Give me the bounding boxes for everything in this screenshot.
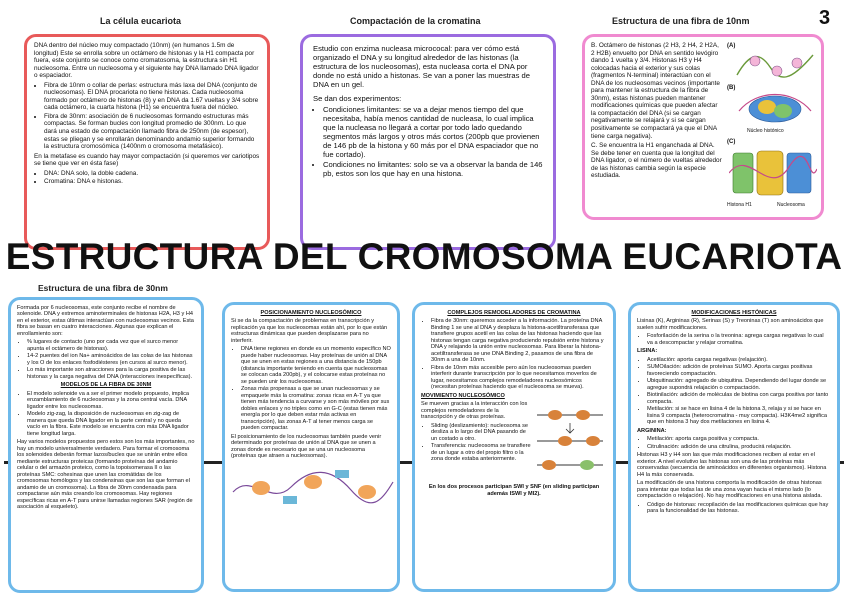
fibra10-p1: B. Octámero de histonas (2 H3, 2 H4, 2 H2A, 2 H2B) envuelto por DNA en sentido levógiro dando 1 vuelta y 3/4. Histonas H3 y H4 colocadas hacia el exterior y sus colas (fragmentos N-terminal) interactúan con el DNA de los nucleosomas vecinos (importante para mantener la estructura de la fibra de 30nm), estas histonas pueden mantener modificaciones químicas que pueden afectar la compactación del DNA (si se cargan negativamente se relajará y si se cargan positivamente se compactará ya que el DNA tiene carga negativa). [591, 42, 720, 140]
modif-ubiquitinacion: • Ubiquitinación: agregado de ubiquitina. Dependiendo del lugar donde se agregue supondrá relajación o compactación. [647, 378, 831, 391]
compact-p2: Se dan dos experimentos: [313, 93, 402, 103]
fibra10-p2: C. Se encuentra la H1 enganchada al DNA. Se debe tener en cuenta que la longitud del DNA ligador, o el número de vueltas alrededor de las histonas cambia según la especie estudiada. [591, 142, 722, 180]
modif-codigo: • Código de histonas: recopilación de las modificaciones químicas que hay para la funcionalidad de las histonas. [647, 502, 831, 515]
nucleosome-movement-diagram [535, 401, 605, 481]
header-compactacion: Compactación de la cromatina [350, 16, 481, 26]
box-celula-eucariota [24, 34, 270, 250]
caption-h1: Histona H1 [727, 202, 752, 208]
posicion-b1: • DNA tiene regiones en donde es un momento específico NO puede haber nucleosomas. Hay proteínas de unión al DNA que se unen en estas regiones a una distancia de 150pb (distancia importante teniendo en cuenta que nucleosomas se colocan cada 200pb), y el colocarse estas proteínas no se pueden unir los nucleosomas. [241, 346, 391, 385]
celula-metafase: En la metafase es cuando hay mayor compactación (si queremos ver cariotipos se tiene que ver en ésta fase) [34, 152, 260, 168]
modif-title: MODIFICACIONES HISTÓNICAS [691, 310, 777, 316]
posicion-b2: • Zonas más propensas a que se unan nucleosomas y se empaquete más la cromatina: zonas ricas en A-T ya que tienen más tendencia a curvarse y son más móviles por sus dobles enlaces y no triples como en G-C (estas tienen más energía por lo que deben estar más activas en transcripción), las zonas A-T al tener menos carga se pueden compactar. [241, 386, 391, 431]
fig-c-label: (C) [727, 139, 736, 145]
fibra30-b1: • % lugares de contacto (uno por cada vez que el surco menor apunta el octámero de histonas). [27, 339, 195, 352]
fig-b-label: (B) [727, 85, 736, 91]
header-celula: La célula eucariota [100, 16, 182, 26]
main-title: ESTRUCTURA DEL CROMOSOMA EUCARIOTA [5, 236, 843, 277]
posicion-intro: Si se da la compactación de problemas en transcripción y replicación ya que los nucleosomas están ahí, por lo que están estructuras dinámicas que pueden desplazarse para no interferir. [231, 318, 388, 344]
complejos-footer: En los dos procesos participan SWI y SNF (en sliding participan además ISWI y MI2). [428, 484, 600, 497]
celula-dna: • DNA: DNA solo, la doble cadena. [44, 170, 260, 178]
modif-citrulinacion: • Citrulinación: adición de una citrulina, producirá relajación. [647, 444, 831, 450]
box-complejos [412, 302, 616, 592]
nucleosome-positioning-diagram [231, 462, 395, 512]
modif-propagacion: La modificación de una histona comporta la modificación de otras histonas para intentar que todas las de una zona vayan hacia el mismo lado (lo compactación o relajación). No hay modificaciones en una histona aislada. [637, 480, 823, 500]
fibra30-end: Hay varios modelos propuestos pero estos son los más importantes, no hay un modelo universalmente verdadero. Para formar el cromosoma los solenoides deberán formar lazos/bucles que se unirán entre ellos mediante estructuras proteicas (formando proteínas del andamio celular o del armazón proteico, como la topoisomerasa II o las proteínas SMC: cohesinas que unen las cromátidas de los cromosomas homólogos y las condensinas que son las que forman el andamio de un cromosoma). La fibra de 30nm condensada para compactarse aún más creando los cromosomas. Hay regiones específicas ricas en A-T para unirse llamadas regiones SAR (región de asociación al esqueleto). [17, 439, 195, 511]
complejos-b1: • Fibra de 30nm: queremos acceder a la información. La proteína DNA Binding 1 se une al DNA y desplaza la histona-acetiltransferasa que transfiere grupos acetil en las colas de las histonas haciendo que las histonas tengan carga negativa produciendo repulsión entre histona y DNA y relajando la unión entre nucleosomas. Para liberar la histona-acetiltransferasa se une DNA Binding 2, pasamos de una fibra de 30nm a una de 10nm. [431, 318, 607, 363]
header-fibra10: Estructura de una fibra de 10nm [612, 16, 750, 26]
modif-mid: Histonas H3 y H4 son las que más modificaciones reciben al estar en el exterior. A nivel evolutivo las histonas son una de las proteínas más conservadas (secuencia de aminoácidos en diferentes organismos). Histona H4 la más conservada. [637, 452, 827, 478]
box-modificaciones [628, 302, 840, 592]
box-posicionamiento [222, 302, 400, 592]
compact-no-limitantes: • Condiciones no limitantes: solo se va a observar la banda de 146 pb, estos son los que hay en una histona. [323, 160, 543, 178]
posicion-end: El posicionamiento de los nucleosomas también puede venir determinado por proteínas de unión al DNA que se unen a zonas donde es necesario que se una un nucleosoma (proteínas que atraen a nucleosomas). [231, 433, 382, 460]
page-number: 3 [819, 7, 831, 29]
movimiento-transferencia: • Transferencia: nucleosoma se transfiere de un lugar a otro del propio filtro o la zona donde estaba anteriormente. [431, 443, 531, 462]
posicion-title: POSICIONAMIENTO NUCLEOSÓMICO [260, 310, 362, 316]
modif-intro: Lisinas (K), Argininas (R), Serinas (S) y Treoninas (T) son aminoácidos que suelen sufrir modificaciones. [637, 318, 824, 331]
nucleosome-h1-icon [729, 147, 817, 201]
box-fibra30 [8, 297, 204, 593]
histone-core-icon [737, 91, 813, 127]
modif-metilacion-lisina: • Metilación: si se hace en lisina 4 de la histona 3, relaja y si se hace en lisina 9 compacta (heterocromatina - muy compacta). H3K4me2 significa que en histona 3 hay dos metilaciones en lisina 4. [647, 406, 831, 425]
compact-limitantes: • Condiciones limitantes: se va a dejar menos tiempo del que necesitaba, había menos cantidad de nucleasa, lo cual implica que la nucleasa no llegará a cortar por todo lado quedando segmentos más largos y otros más cortos (200pb que provienen de 146 pb de la histona y 60 más por el DNA espaciador que no fue cortado). [323, 105, 543, 160]
movimiento-intro: Se mueven gracias a la interacción con los complejos remodeladores de la transcripción y de otras proteínas. [421, 401, 528, 421]
fig-a-label: (A) [727, 43, 736, 49]
nucleosome-diagram [727, 43, 819, 215]
compact-p1: Estudio con enzima nucleasa micrococal: para ver cómo está organizado el DNA y su longitud alrededor de las histonas (la estructura de los nucleosomas), esta nucleasa corta el DNA por donde no está unido a histonas. Se van a poner las muestras de DNA en un gel. [313, 44, 530, 90]
model-solenoide: • El modelo solenoide va a ser el primer modelo propuesto, implica enzamblamiento de 6 nucleosomas y la zona central vacía. DNA ligador entre los nucleosomas. [27, 391, 195, 410]
complejos-b2: • Fibra de 10nm más accesible pero aún los nucleosomas pueden interferir durante transcripción por lo que necesitamos moverlos de lugar, necesitamos complejos remodeladores nucleosómicos (necesitan proteínas haciendo que el nucleosoma se mueva). [431, 365, 607, 391]
modif-lisina-label: LISINA: [637, 348, 658, 355]
fibra30-b2: • 14-2 puentes del ion Na+ aminoácidos de las colas de las histonas y los O de los enlaces fosfodiésteres (en cursos al surco menor). [27, 353, 195, 366]
modif-arginina-label: ARGININA: [637, 427, 667, 434]
celula-cromatina: • Cromatina: DNA e histonas. [44, 178, 260, 186]
caption-histone-core: Núcleo histónico [747, 128, 784, 134]
fibra30-intro: Formada por 6 nucleosomas, este conjunto recibe el nombre de solenoide. DNA y extremos aminoterminales de histonas H2A, H3 y H4 en el exterior, estas últimas interactúan con nucleosomas vecinos. Esta fibra se basan en cuatro interacciones. Algunas que explican el enrollamiento son: [17, 305, 194, 337]
modif-fosforilacion: • Fosforilación de la serina o la treonina: agrega cargas negativas lo cual va a descompactar y relajar cromatina. [647, 333, 831, 346]
model-zigzag: • Modelo zig-zag, la disposición de nucleosomas en zig-zag de manera que queda DNA ligador en la parte central y no queda vacío en la fibra. Este modelo se encuentra con más DNA ligador tiene longitud larga. [27, 411, 195, 437]
celula-intro: DNA dentro del núcleo muy compactado (10nm) (en humanos 1.5m de longitud) Este se enrolla sobre un octámero de histonas y la H1 compacta por fuera, este conjunto se conoce como cromatosoma, la estructura sin H1 nucleosoma. Entre un nucleosoma y el siguiente hay DNA llamado DNA ligador o espaciador. [34, 42, 259, 80]
caption-nucleosoma: Nucleosoma [777, 202, 805, 208]
complejos-title: COMPLEJOS REMODELADORES DE CROMATINA [447, 310, 581, 316]
modif-sumoilacion: • SUMOilación: adición de proteínas SUMO. Aporta cargas positivas favoreciendo compactación. [647, 364, 831, 377]
movimiento-title: MOVIMIENTO NUCLEOSÓMICO [421, 392, 505, 399]
modif-biotinilacion: • Biotinilación: adición de moléculas de biotina con carga positiva por tanto compacta. [647, 392, 831, 405]
models-title: MODELOS DE LA FIBRA DE 30NM [60, 382, 152, 389]
box-compactacion [300, 34, 556, 250]
chromatin-fiber-icon [735, 47, 815, 81]
box-fibra10 [582, 34, 824, 220]
celula-fibra10: • Fibra de 10nm o collar de perlas: estructura más laxa del DNA (conjunto de nucleosomas). El DNA procariota no tiene histonas. Cada nucleosoma formado por octámero de histonas (8) y en DNA da 1.67 vueltas y 3/4 sobre cada octámero, la cuarta histona (H1) se encuentra fuera del núcleo. [44, 82, 260, 112]
modif-metilacion-arginina: • Metilación: aporta carga positiva y compacta. [647, 436, 831, 442]
celula-fibra30: • Fibra de 30nm: asociación de 6 nucleosomas formando estructuras más compactas. Se forman bucles con longitud promedio de 300nm. Lo que dará una estado de compactación llamado fibra de 250nm (de espesor), estas se pliegan y se enrollarán denominando andamio superior formando la estructura cromosómica (1400nm o cromosoma metafásico). [44, 113, 260, 151]
movimiento-sliding: • Sliding (deslizamiento): nucleosoma se desliza a lo largo del DNA pasando de un costado a otro. [431, 423, 531, 442]
modif-acetilacion: • Acetilación: aporta cargas negativas (relajación). [647, 357, 831, 363]
header-fibra30: Estructura de una fibra de 30nm [38, 283, 168, 293]
fibra30-b3: • Lo más importante son atracciones para la carga positiva de las histonas y la carga negativa del DNA (interacciones inespecíficas). [27, 367, 195, 380]
